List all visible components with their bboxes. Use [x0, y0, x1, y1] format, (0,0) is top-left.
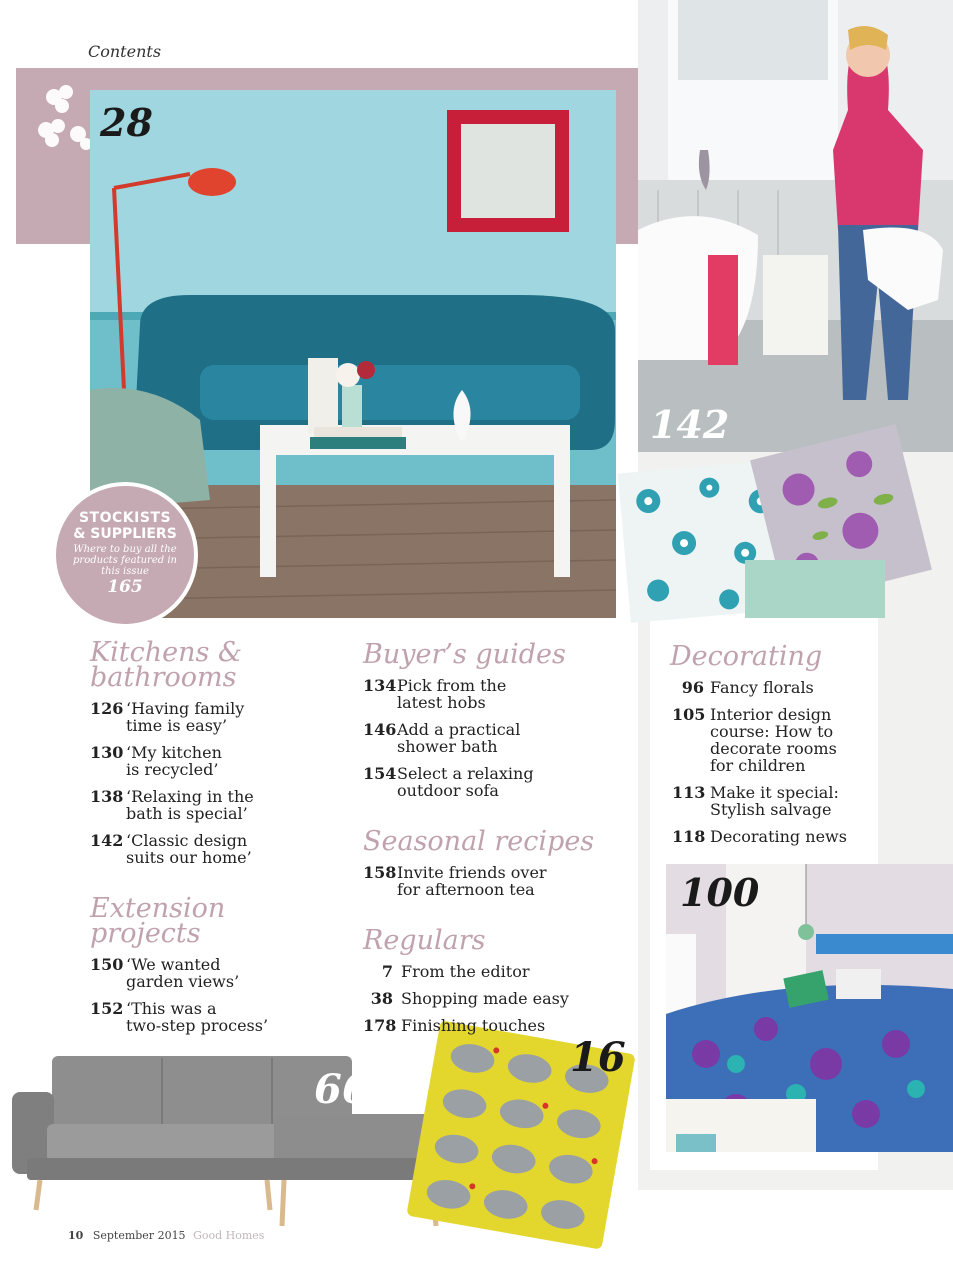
column-decorating	[670, 641, 870, 846]
entry-title: ‘This was a two-step process’	[126, 999, 269, 1035]
entry-title: Interior design course: How to decorate rooms for children	[710, 705, 837, 775]
mint-paint-swatch	[745, 560, 885, 618]
entry-page: 113	[672, 783, 706, 802]
grey-sofa-image	[12, 1054, 444, 1229]
stockists-page: 165	[107, 577, 143, 597]
contents-entry[interactable]	[363, 721, 603, 755]
contents-entry[interactable]	[672, 828, 870, 845]
feature-page-66: 66	[314, 1066, 370, 1113]
entry-page: 105	[672, 705, 706, 724]
feature-page-28: 28	[100, 100, 153, 145]
entry-title: ‘We wanted garden views’	[126, 955, 240, 991]
contents-entry[interactable]	[90, 832, 330, 866]
entry-title: ‘Having family time is easy’	[126, 699, 245, 735]
entry-page: 134	[363, 676, 397, 695]
section-label: Contents	[88, 42, 162, 61]
heading-decorating: Decorating	[670, 641, 823, 672]
heading-seasonal-recipes: Seasonal recipes	[363, 826, 595, 857]
entry-title: Invite friends over for afternoon tea	[397, 863, 547, 899]
entry-page: 130	[90, 743, 124, 762]
entry-title: Select a relaxing outdoor sofa	[397, 764, 534, 800]
stockists-badge	[52, 482, 198, 628]
entry-page: 152	[90, 999, 124, 1018]
seasonal-list	[363, 864, 603, 898]
contents-entry[interactable]	[672, 784, 870, 818]
contents-entry[interactable]	[363, 963, 603, 980]
entry-page: 138	[90, 787, 124, 806]
feature-page-100: 100	[680, 870, 760, 915]
stockists-title-line1: STOCKISTS	[78, 510, 172, 526]
page-footer	[68, 1229, 264, 1242]
entry-page: 7	[381, 962, 393, 981]
entry-title: ‘Classic design suits our home’	[126, 831, 252, 867]
entry-page: 146	[363, 720, 397, 739]
entry-title: Pick from the latest hobs	[397, 676, 507, 712]
feature-page-142: 142	[650, 402, 730, 447]
feature-page-16: 16	[570, 1034, 626, 1081]
contents-entry[interactable]	[90, 956, 330, 990]
heading-kitchens-bathrooms: Kitchens & bathrooms	[90, 637, 243, 693]
contents-entry[interactable]	[90, 788, 330, 822]
entry-page: 126	[90, 699, 124, 718]
heading-extension-projects: Extension projects	[90, 893, 226, 949]
entry-title: Finishing touches	[401, 1016, 546, 1035]
footer-magazine: Good Homes	[193, 1229, 265, 1242]
entry-page: 178	[363, 1016, 397, 1035]
flower-decoration-icon	[34, 82, 94, 162]
bathroom-photo	[638, 0, 953, 452]
stockists-subtitle: Where to buy all the products featured in this issue	[73, 544, 177, 577]
footer-date: September 2015	[92, 1229, 186, 1242]
decorating-list	[670, 679, 870, 845]
entry-page: 118	[672, 827, 706, 846]
contents-entry[interactable]	[90, 1000, 330, 1034]
extension-list	[90, 956, 330, 1034]
contents-entry[interactable]	[363, 990, 603, 1007]
column-kitchens-extension	[90, 637, 330, 1035]
entry-title: ‘Relaxing in the bath is special’	[126, 787, 254, 823]
entry-page: 150	[90, 955, 124, 974]
contents-entry[interactable]	[672, 679, 870, 696]
contents-entry[interactable]	[363, 765, 603, 799]
contents-entry[interactable]	[363, 677, 603, 711]
entry-title: Fancy florals	[710, 678, 814, 697]
contents-entry[interactable]	[672, 706, 870, 774]
contents-entry[interactable]	[363, 864, 603, 898]
entry-title: ‘My kitchen is recycled’	[126, 743, 222, 779]
entry-page: 154	[363, 764, 397, 783]
entry-title: From the editor	[401, 962, 530, 981]
heading-regulars: Regulars	[363, 925, 486, 956]
column-guides-recipes-regulars	[363, 639, 603, 1035]
buyers-list	[363, 677, 603, 799]
regulars-list	[363, 963, 603, 1034]
footer-page-number: 10	[68, 1229, 84, 1242]
entry-page: 96	[681, 678, 704, 697]
contents-entry[interactable]	[90, 700, 330, 734]
entry-page: 158	[363, 863, 397, 882]
entry-title: Add a practical shower bath	[397, 720, 521, 756]
contents-entry[interactable]	[363, 1017, 603, 1034]
entry-page: 38	[370, 989, 393, 1008]
contents-entry[interactable]	[90, 744, 330, 778]
stockists-title-line2: & SUPPLIERS	[73, 526, 177, 542]
kitchens-list	[90, 700, 330, 866]
entry-title: Shopping made easy	[401, 989, 569, 1008]
entry-title: Make it special: Stylish salvage	[710, 783, 839, 819]
heading-buyers-guides: Buyer’s guides	[363, 639, 566, 670]
entry-title: Decorating news	[710, 827, 847, 846]
entry-page: 142	[90, 831, 124, 850]
